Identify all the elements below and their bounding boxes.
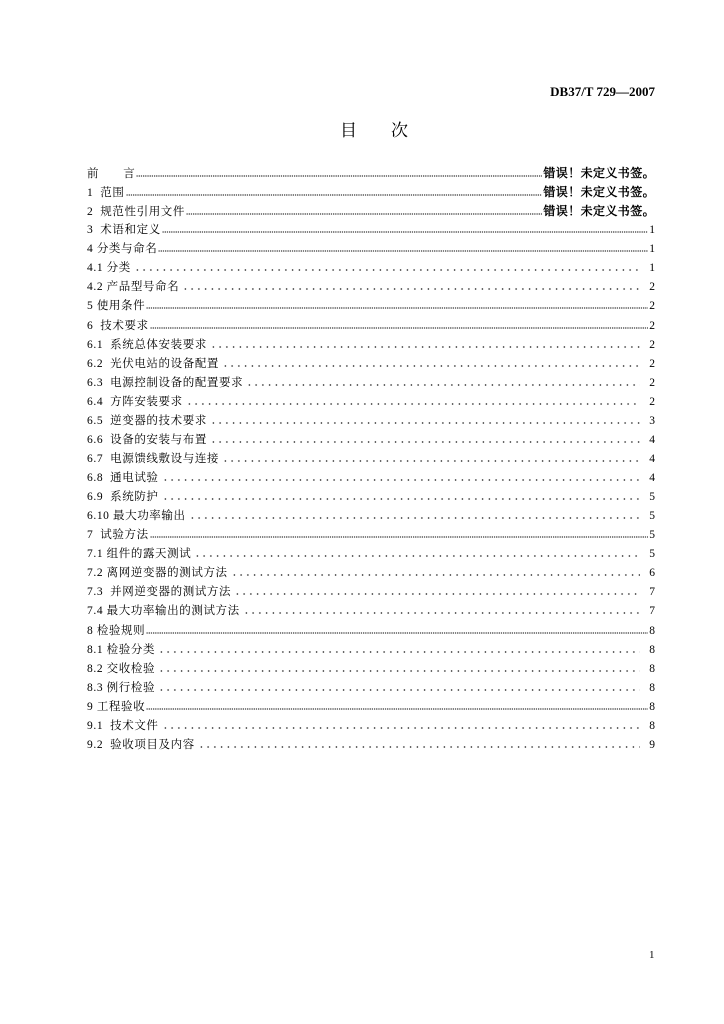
toc-leader — [134, 269, 640, 271]
toc-entry-label: 8.3 例行检验 — [87, 681, 156, 694]
toc-entry-page: 1 — [649, 262, 655, 275]
toc-entry-page: 5 — [649, 529, 655, 542]
toc-entry[interactable] — [87, 183, 655, 202]
toc-entry[interactable] — [87, 545, 655, 564]
toc-entry-label: 2 规范性引用文件 — [87, 206, 185, 219]
toc-entry[interactable] — [87, 202, 655, 221]
toc-entry-page: 2 — [649, 319, 655, 332]
toc-leader — [136, 175, 542, 177]
toc-leader — [158, 689, 640, 691]
toc-entry[interactable] — [87, 355, 655, 374]
toc-leader — [222, 460, 640, 462]
toc-entry[interactable] — [87, 221, 655, 240]
toc-entry-page: 2 — [649, 395, 655, 408]
toc-entry-page: 2 — [649, 338, 655, 351]
toc-leader — [222, 365, 640, 367]
toc-entry-page: 8 — [649, 662, 655, 675]
toc-entry-page: 8 — [649, 700, 655, 713]
toc-entry-page: 错误！未定义书签。 — [543, 166, 655, 180]
toc-leader — [150, 536, 648, 538]
toc-entry-page: 3 — [649, 414, 655, 427]
toc-leader — [234, 593, 640, 595]
toc-entry-label: 6.2 光伏电站的设备配置 — [87, 357, 220, 370]
toc-entry-label: 8.1 检验分类 — [87, 643, 156, 656]
toc-entry-page: 4 — [649, 433, 655, 446]
toc-entry[interactable] — [87, 336, 655, 355]
toc-leader — [158, 651, 640, 653]
toc-entry-label: 6.4 方阵安装要求 — [87, 395, 183, 408]
toc-leader — [158, 250, 648, 252]
toc-leader — [194, 555, 640, 557]
toc-entry-label: 4 分类与命名 — [87, 243, 158, 256]
toc-leader — [150, 327, 648, 329]
toc-entry-label: 9 工程验收 — [87, 700, 146, 713]
toc-entry-label: 6.10 最大功率输出 — [87, 510, 186, 523]
toc-leader — [186, 213, 542, 215]
toc-entry-page: 8 — [649, 624, 655, 637]
toc-entry-label: 6.6 设备的安装与布置 — [87, 433, 207, 446]
standard-code: DB37/T 729—2007 — [550, 84, 655, 99]
toc-entry[interactable] — [87, 526, 655, 545]
toc-entry-page: 8 — [649, 681, 655, 694]
toc-leader — [189, 517, 640, 519]
toc-entry[interactable] — [87, 240, 655, 259]
toc-entry-page: 5 — [649, 510, 655, 523]
toc-entry[interactable] — [87, 583, 655, 602]
toc-leader — [210, 422, 640, 424]
table-of-contents — [87, 164, 655, 755]
toc-entry[interactable] — [87, 431, 655, 450]
toc-entry[interactable] — [87, 393, 655, 412]
page-number: 1 — [649, 949, 655, 961]
toc-leader — [182, 288, 640, 290]
toc-entry-label: 6.5 逆变器的技术要求 — [87, 414, 207, 427]
toc-entry-label: 6.8 通电试验 — [87, 472, 159, 484]
toc-entry-label: 8 检验规则 — [87, 624, 146, 637]
toc-entry-label: 前 言 — [87, 168, 136, 180]
toc-entry[interactable] — [87, 698, 655, 717]
toc-leader — [186, 403, 640, 405]
toc-entry[interactable] — [87, 297, 655, 316]
toc-leader — [210, 441, 640, 443]
toc-entry-page: 1 — [649, 224, 655, 237]
toc-entry[interactable] — [87, 622, 655, 641]
toc-entry[interactable] — [87, 259, 655, 278]
toc-leader — [162, 498, 640, 500]
toc-entry[interactable] — [87, 317, 655, 336]
toc-entry[interactable] — [87, 602, 655, 621]
toc-entry[interactable] — [87, 164, 655, 183]
toc-entry-page: 5 — [649, 548, 655, 561]
toc-entry-label: 7 试验方法 — [87, 529, 149, 542]
toc-entry-page: 8 — [649, 643, 655, 656]
toc-entry[interactable] — [87, 488, 655, 507]
toc-entry-page: 8 — [649, 719, 655, 732]
toc-entry[interactable] — [87, 412, 655, 431]
toc-entry-page: 2 — [649, 376, 655, 389]
toc-entry-page: 9 — [649, 738, 655, 751]
toc-entry[interactable] — [87, 374, 655, 393]
toc-entry-page: 7 — [649, 605, 655, 618]
toc-entry[interactable] — [87, 679, 655, 698]
toc-entry-label: 4.1 分类 — [87, 262, 131, 275]
toc-entry-page: 4 — [649, 452, 655, 465]
toc-entry[interactable] — [87, 641, 655, 660]
toc-entry[interactable] — [87, 278, 655, 297]
toc-entry-page: 2 — [649, 357, 655, 370]
toc-entry-label: 1 范围 — [87, 187, 125, 200]
toc-leader — [162, 231, 648, 233]
toc-leader — [246, 384, 640, 386]
toc-entry-page: 6 — [649, 567, 655, 580]
toc-entry-label: 7.1 组件的露天测试 — [87, 548, 192, 561]
toc-leader — [231, 574, 640, 576]
toc-entry-label: 6.3 电源控制设备的配置要求 — [87, 376, 244, 389]
toc-entry-label: 7.4 最大功率输出的测试方法 — [87, 605, 240, 618]
toc-entry-page: 错误！未定义书签。 — [543, 204, 655, 219]
toc-leader — [146, 307, 648, 309]
toc-entry[interactable] — [87, 717, 655, 736]
page-title: 目 次 — [340, 121, 408, 140]
toc-entry-label: 6.1 系统总体安装要求 — [87, 338, 207, 351]
toc-entry-page: 7 — [649, 586, 655, 599]
toc-entry[interactable] — [87, 469, 655, 488]
toc-leader — [162, 479, 640, 481]
toc-leader — [162, 727, 640, 729]
toc-leader — [210, 346, 640, 348]
toc-entry-label: 4.2 产品型号命名 — [87, 281, 180, 294]
toc-entry-page: 5 — [649, 491, 655, 504]
toc-entry-page: 1 — [649, 243, 655, 256]
toc-entry-page: 4 — [649, 472, 655, 484]
toc-leader — [146, 632, 648, 634]
toc-entry-label: 3 术语和定义 — [87, 224, 161, 237]
toc-leader — [126, 194, 543, 196]
toc-leader — [146, 708, 648, 710]
toc-entry-page: 2 — [649, 281, 655, 294]
toc-entry-page: 2 — [649, 300, 655, 313]
toc-entry[interactable] — [87, 507, 655, 526]
toc-entry-label: 5 使用条件 — [87, 300, 146, 313]
toc-entry-label: 9.2 验收项目及内容 — [87, 738, 195, 751]
toc-entry[interactable] — [87, 736, 655, 755]
toc-entry-label: 6.9 系统防护 — [87, 491, 159, 504]
toc-entry-label: 6 技术要求 — [87, 319, 149, 332]
toc-entry-label: 6.7 电源馈线敷设与连接 — [87, 452, 220, 465]
toc-entry[interactable] — [87, 450, 655, 469]
toc-entry-label: 9.1 技术文件 — [87, 719, 159, 732]
toc-entry-label: 7.3 并网逆变器的测试方法 — [87, 586, 232, 599]
toc-entry[interactable] — [87, 564, 655, 583]
toc-entry-page: 错误！未定义书签。 — [543, 185, 655, 200]
toc-entry-label: 8.2 交收检验 — [87, 662, 156, 675]
toc-leader — [158, 670, 640, 672]
toc-entry-label: 7.2 离网逆变器的测试方法 — [87, 567, 228, 580]
toc-leader — [198, 746, 640, 748]
toc-entry[interactable] — [87, 660, 655, 679]
toc-leader — [243, 612, 640, 614]
